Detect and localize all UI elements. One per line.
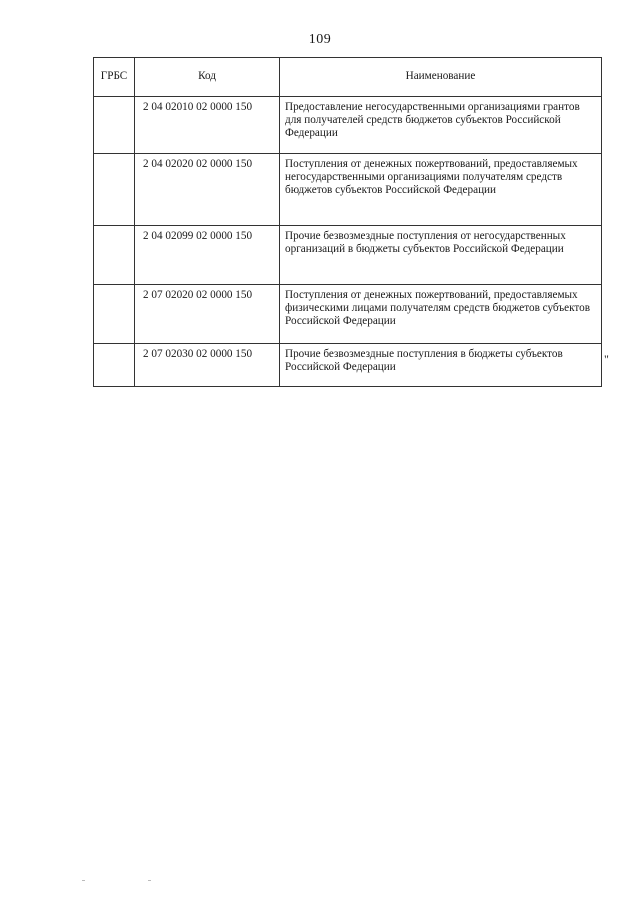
cell-grbs xyxy=(94,154,135,226)
header-grbs: ГРБС xyxy=(94,58,135,97)
cell-name: Предоставление негосударственными организациями грантов для получателей средств бюджетов субъектов Российской Федерации xyxy=(280,97,602,154)
header-code: Код xyxy=(135,58,280,97)
cell-code: 2 07 02030 02 0000 150 xyxy=(135,344,280,387)
cell-name: Прочие безвозмездные поступления в бюджеты субъектов Российской Федерации xyxy=(280,344,602,387)
cell-grbs xyxy=(94,97,135,154)
cell-grbs xyxy=(94,226,135,285)
cell-grbs xyxy=(94,344,135,387)
cell-name: Поступления от денежных пожертвований, предоставляемых физическими лицами получателям средств бюджетов субъектов Российской Федерации xyxy=(280,285,602,344)
cell-grbs xyxy=(94,285,135,344)
table-row xyxy=(94,226,602,285)
table-row xyxy=(94,154,602,226)
cell-code: 2 04 02010 02 0000 150 xyxy=(135,97,280,154)
cell-code: 2 04 02020 02 0000 150 xyxy=(135,154,280,226)
table-row xyxy=(94,285,602,344)
scan-artifact xyxy=(82,880,85,881)
cell-code: 2 07 02020 02 0000 150 xyxy=(135,285,280,344)
codes-table xyxy=(93,57,602,387)
header-name: Наименование xyxy=(280,58,602,97)
cell-name: Поступления от денежных пожертвований, предоставляемых негосударственными организациями получателям средств бюджетов субъектов Российской Федерации xyxy=(280,154,602,226)
cell-name: Прочие безвозмездные поступления от негосударственных организаций в бюджеты субъектов Российской Федерации xyxy=(280,226,602,285)
table-row xyxy=(94,97,602,154)
scan-artifact xyxy=(148,880,151,881)
page-number: 109 xyxy=(308,32,332,47)
table-header-row xyxy=(94,58,602,97)
table-row xyxy=(94,344,602,387)
closing-quote-mark: " xyxy=(604,352,609,366)
cell-code: 2 04 02099 02 0000 150 xyxy=(135,226,280,285)
